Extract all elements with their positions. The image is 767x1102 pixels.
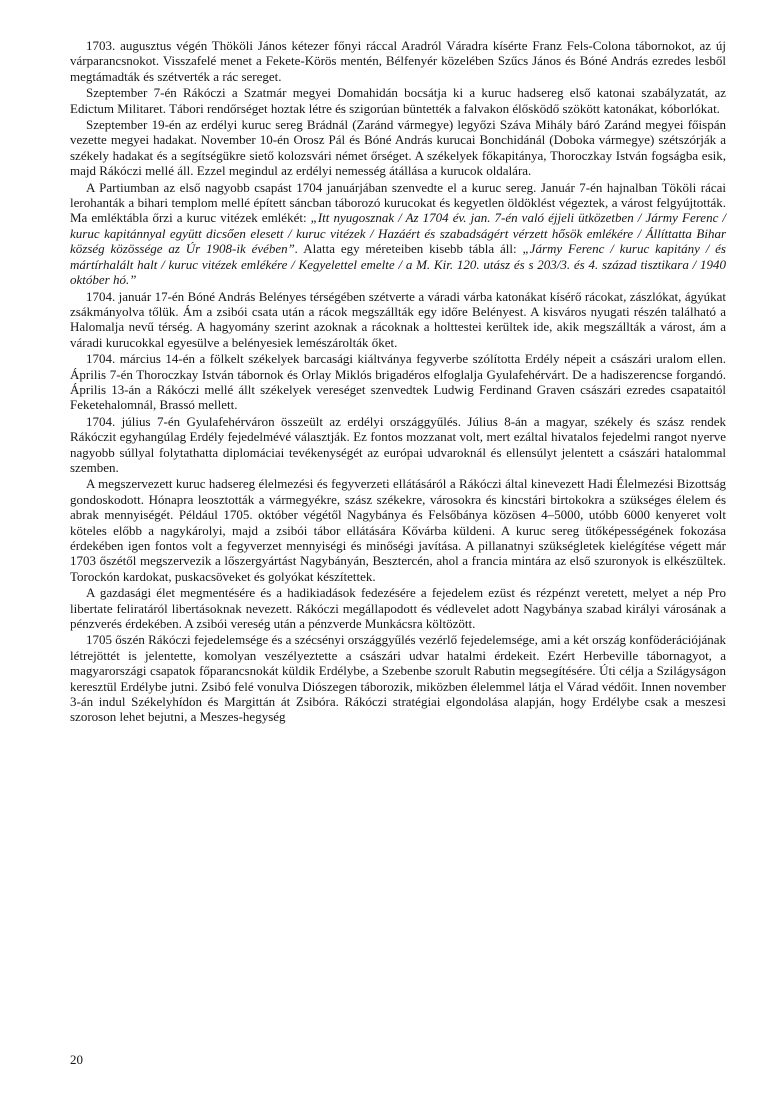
paragraph	[70, 289, 726, 351]
paragraph-text: A Partiumban az első nagyobb csapást 1704 januárjában szenvedte el a kuruc sereg. Január 7-én hajnalban Tököli rácai lerohanták a bihari templom mellé épített sáncban táborozó kurucokat és kegyetlen öldöklést végeztek, a várost felgyújtották. Ma emléktábla őrzi a kuruc vitézek emlékét:	[70, 179, 726, 226]
page-number: 20	[70, 1052, 83, 1067]
paragraph	[70, 117, 726, 179]
paragraph	[70, 632, 726, 724]
paragraph-text: 1703. augusztus végén Thököli János kétezer főnyi ráccal Aradról Váradra kísérte Franz Fels-Colona tábornokot, az új várparancsnokot. Visszafelé menet a Fekete-Körös mentén, Bélfenyér közelében Szűcs János és Bóné András ezredes lesből megtámadták és szétverték a rác sereget.	[70, 38, 726, 84]
paragraph	[70, 476, 726, 584]
paragraph-text: 1705 őszén Rákóczi fejedelemsége és a szécsényi országgyűlés vezérlő fejedelemsége, ami a két ország konföderációjának létrejöttét is jelentette, komolyan veszélyeztette a császári udvar hatalmi érdekeit. Ezért Herbeville tábornagyot, a magyarországi csapatok főparancsnokát küldik Erdélybe, a Szebenbe szorult Rabutin megsegítésére. Úti célja a Szilágyságon keresztül Erdélybe jutni. Zsibó felé vonulva Diószegen táborozik, miközben élelemmel látja el Várad védőit. Innen november 3-án indul Székelyhídon és Margittán át Zsibóra. Rákóczi stratégiai elgondolása alapján, hogy Erdélybe csak a meszesi szoroson lehet bejutni, a Meszes-hegység	[70, 632, 726, 725]
paragraph-text: 1704. március 14-én a fölkelt székelyek barcasági kiáltványa fegyverbe szólította Erdély népeit a császári uralom ellen. Április 7-én Thoroczkay István tábornok és Orlay Miklós brigadéros elfoglalja Gyulafehérvárt. De a hadiszerencse forgandó. Április 13-án a Rákóczi mellé állt székelyek vereséget szenvedtek Ludwig Ferdinand Graven császári ezredes csapataitól Feketehalomnál, Brassó mellett.	[70, 351, 726, 413]
paragraph	[70, 180, 726, 288]
paragraph	[70, 38, 726, 84]
paragraph-text: A megszervezett kuruc hadsereg élelmezési és fegyverzeti ellátásáról a Rákóczi által kinevezett Hadi Élelmezési Bizottság gondoskodott. Hónapra leosztották a vármegyékre, szász székekre, városokra és kincstári birtokokra a szükséges élelem és abrak mennyiségét. Például 1705. október végétől Nagybánya és Felsőbánya közösen 4–5000, utóbb 6000 kenyeret volt köteles előbb a nagykárolyi, majd a zsibói tábor ellátására Kővárba küldeni. A kuruc sereg ütőképességének fokozása érdekében igen fontos volt a fegyverzet mennyiségi és minőségi javítása. A pillanatnyi szükségletek kielégítése végett már 1703 őszétől megszervezik a lőszergyártást Nagybányán, Besztercén, ahol a francia mintára az első szuronyok is elkészültek. Torockón kardokat, puskacsöveket és golyókat készítettek.	[70, 476, 726, 584]
paragraph-text: Szeptember 7-én Rákóczi a Szatmár megyei Domahidán bocsátja ki a kuruc hadsereg első katonai szabályzatát, az Edictum Militaret. Tábori rendőrséget hoztak létre és szigorúan büntették a falvakon élősködő szökött katonákat, kóborlókat.	[70, 85, 726, 116]
paragraph-text: Alatta egy méreteiben kisebb tábla áll:	[298, 241, 523, 257]
paragraph-text: Szeptember 19-én az erdélyi kuruc sereg Brádnál (Zaránd vármegye) legyőzi Száva Mihály báró Zaránd megyei főispán vezette megyei hadakat. November 10-én Orosz Pál és Bóné András kurucai Bonchidánál (Doboka vármegye) szétszórják a székely hadakat és a segítségükre siető kolozsvári német őrséget. A székelyek főkapitánya, Thoroczkay István fogságba esik, majd Rákóczi mellé áll. Ezzel megindul az erdélyi nemesség átállása a kurucok oldalára.	[70, 117, 726, 179]
paragraph-text: A gazdasági élet megmentésére és a hadikiadások fedezésére a fejedelem ezüst és rézpénzt veretett, melyet a nép Pro libertate feliratáról libertásoknak nevezett. Rákóczi megállapodott és védlevelet adott Nagybánya szabad királyi városának a pénzverés érdekében. A zsibói vereség után a pénzverde Munkácsra költözött.	[70, 585, 726, 632]
paragraph-text: 1704. július 7-én Gyulafehérváron összeült az erdélyi országgyűlés. Július 8-án a magyar, székely és szász rendek Rákóczit egyhangúlag Erdély fejedelmévé választják. Ez fontos mozzanat volt, mert ezáltal hivatalos fejedelmi rangot nyerve nagyobb súllyal folytathatta diplomáciai tevékenységét az európai udvaroknál és ellensúlyt jelentett a császári hatalommal szemben.	[70, 413, 726, 475]
body-text	[70, 38, 726, 725]
paragraph	[70, 85, 726, 116]
paragraph	[70, 351, 726, 413]
quotation-text: „Itt nyugosznak / Az 1704 év. jan. 7-én való éjjeli ütközetben / Jármy Ferenc / kuruc kapitánnyal együtt dicsően elesett / kuruc vitézek / Hazáért és szabadságért vérzett hősök emlékére / Állíttatta Bihar község közössége az Úr 1908-ik évében”.	[70, 210, 727, 257]
paragraph	[70, 414, 726, 476]
paragraph-text: 1704. január 17-én Bóné András Belényes térségében szétverte a váradi várba katonákat kísérő rácokat, zászlókat, ágyúkat zsákmányolva tőlük. Ám a zsibói csata után a rácok megszállták egy időre Belényest. A kisváros nyugati részén található a Halomalja nevű térség. A hagyomány szerint azoknak a rácoknak a holttestei kerültek ide, akik megszállták a várost, ám a váradi kurucokkal egyesülve a belényesiek lemészárolták őket.	[70, 288, 726, 350]
quotation-text: „Jármy Ferenc / kuruc kapitány / és mártírhalált halt / kuruc vitézek emlékére / Kegyelettel emelte / a M. Kir. 120. utász és s 203/3. és 4. század tisztikara / 1940 október hó.”	[70, 241, 726, 288]
paragraph	[70, 585, 726, 631]
